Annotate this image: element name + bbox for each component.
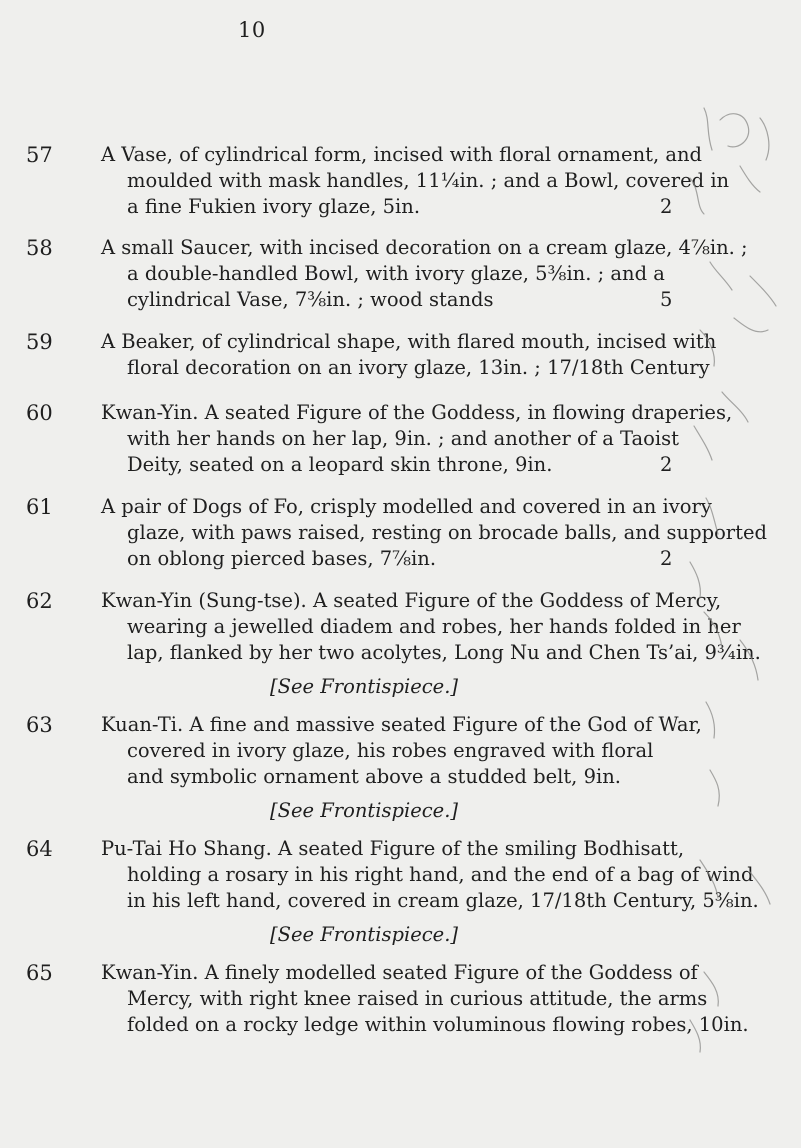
lot-number: 59 <box>26 330 53 354</box>
lot-description <box>101 712 751 790</box>
lot-number: 62 <box>26 589 53 613</box>
lot-number: 64 <box>26 837 53 861</box>
description-line: floral decoration on an ivory glaze, 13in. ; 17/18th Century <box>127 356 710 379</box>
description-line: on oblong pierced bases, 7⅞in. <box>127 547 437 570</box>
see-frontispiece-note <box>270 922 458 948</box>
see-reference: [See Frontispiece.] <box>270 923 459 946</box>
lot-description <box>101 142 751 220</box>
lot-description <box>101 494 767 572</box>
see-reference: [See Frontispiece.] <box>270 799 459 822</box>
lot-number: 57 <box>26 143 53 167</box>
lot-description <box>101 836 759 914</box>
lot-number: 63 <box>26 713 53 737</box>
lot-description <box>101 400 751 478</box>
description-line: Kwan-Yin. A finely modelled seated Figure of the Goddess of <box>101 961 698 984</box>
lot-description <box>101 235 751 313</box>
lot-quantity: 2 <box>660 195 673 218</box>
description-line: with her hands on her lap, 9in. ; and another of a Taoist <box>127 427 679 450</box>
lot-number: 60 <box>26 401 53 425</box>
lot-description <box>101 329 751 381</box>
description-line: Mercy, with right knee raised in curious attitude, the arms <box>127 987 708 1010</box>
description-line: A small Saucer, with incised decoration on a cream glaze, 4⅞in. ; <box>101 236 748 259</box>
description-line: cylindrical Vase, 7⅜in. ; wood stands <box>127 288 494 311</box>
lot-description <box>101 960 751 1038</box>
description-line: a double-handled Bowl, with ivory glaze, 5⅜in. ; and a <box>127 262 665 285</box>
description-line: folded on a rocky ledge within voluminous flowing robes, 10in. <box>127 1013 749 1036</box>
description-line: Pu-Tai Ho Shang. A seated Figure of the smiling Bodhisatt, <box>101 837 685 860</box>
description-line: Kuan-Ti. A fine and massive seated Figure of the God of War, <box>101 713 702 736</box>
description-line: Kwan-Yin (Sung-tse). A seated Figure of the Goddess of Mercy, <box>101 589 722 612</box>
see-frontispiece-note <box>270 674 458 700</box>
description-line: in his left hand, covered in cream glaze, 17/18th Century, 5⅜in. <box>127 889 759 912</box>
description-line: A pair of Dogs of Fo, crisply modelled and covered in an ivory <box>101 495 712 518</box>
description-line: glaze, with paws raised, resting on brocade balls, and supported <box>127 521 767 544</box>
see-reference: [See Frontispiece.] <box>270 675 459 698</box>
description-line: A Beaker, of cylindrical shape, with flared mouth, incised with <box>101 330 717 353</box>
description-line: and symbolic ornament above a studded belt, 9in. <box>127 765 621 788</box>
description-line: a fine Fukien ivory glaze, 5in. <box>127 195 421 218</box>
description-line: covered in ivory glaze, his robes engraved with floral <box>127 739 654 762</box>
description-line: lap, flanked by her two acolytes, Long Nu and Chen Ts’ai, 9¾in. <box>127 641 761 664</box>
page-number: 10 <box>238 18 266 42</box>
lot-number: 65 <box>26 961 53 985</box>
see-frontispiece-note <box>270 798 458 824</box>
lot-quantity: 5 <box>660 288 673 311</box>
lot-quantity: 2 <box>660 547 673 570</box>
description-line: holding a rosary in his right hand, and the end of a bag of wind <box>127 863 754 886</box>
lot-quantity: 2 <box>660 453 673 476</box>
description-line: moulded with mask handles, 11¼in. ; and a Bowl, covered in <box>127 169 730 192</box>
lot-number: 58 <box>26 236 53 260</box>
description-line: A Vase, of cylindrical form, incised with floral ornament, and <box>101 143 703 166</box>
description-line: wearing a jewelled diadem and robes, her hands folded in her <box>127 615 741 638</box>
lot-description <box>101 588 761 666</box>
lot-number: 61 <box>26 495 53 519</box>
description-line: Kwan-Yin. A seated Figure of the Goddess, in flowing draperies, <box>101 401 733 424</box>
description-line: Deity, seated on a leopard skin throne, 9in. <box>127 453 553 476</box>
